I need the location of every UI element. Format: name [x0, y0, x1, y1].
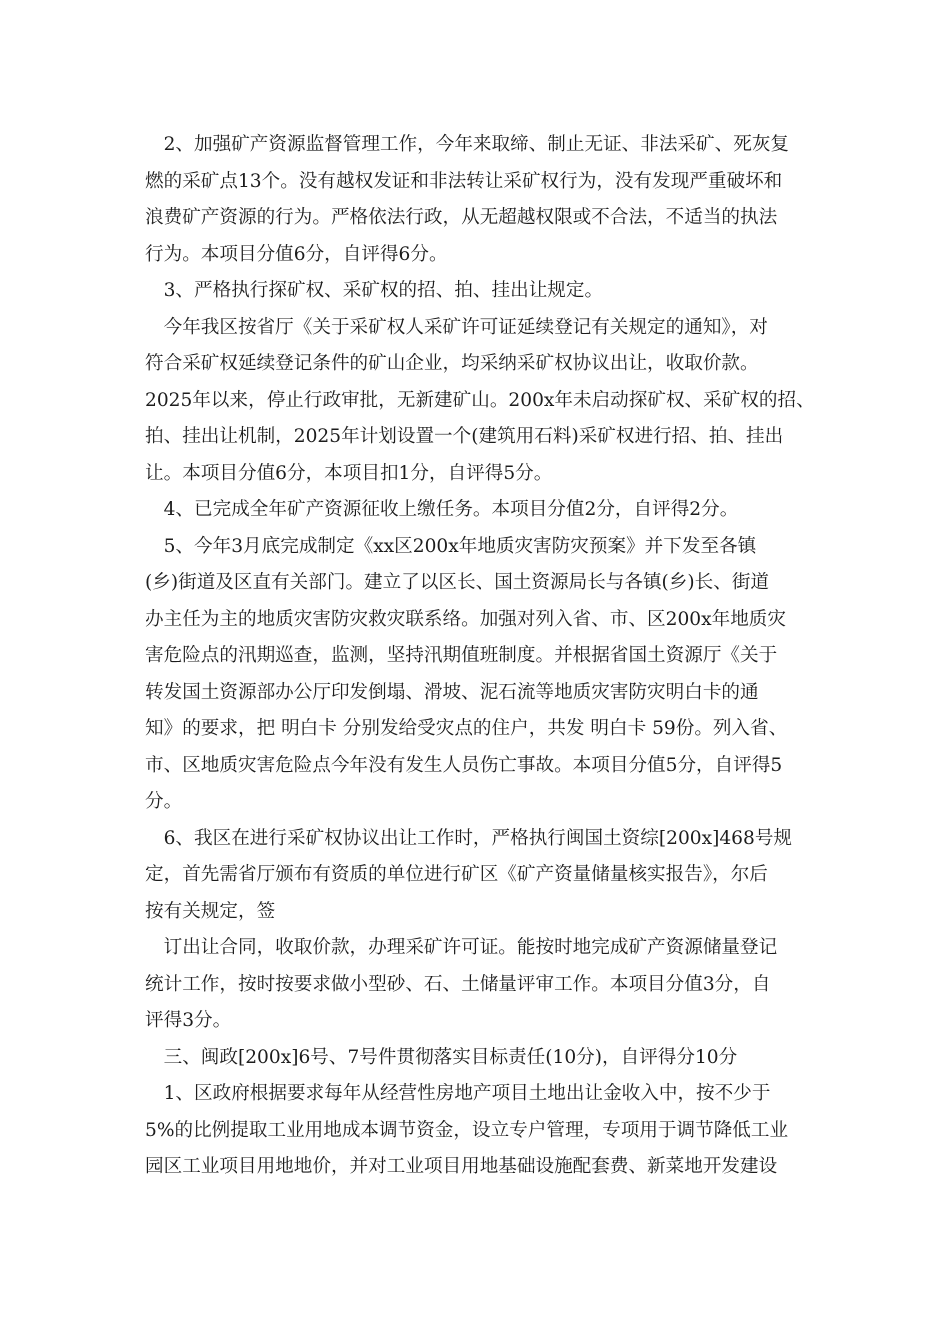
text-line: 5%的比例提取工业用地成本调节资金，设立专户管理，专项用于调节降低工业 [145, 1119, 789, 1141]
text-line: 办主任为主的地质灾害防灾救灾联系络。加强对列入省、市、区200x年地质灾 [145, 608, 786, 630]
text-line: 符合采矿权延续登记条件的矿山企业，均采纳采矿权协议出让，收取价款。 [145, 353, 759, 374]
text-line: 害危险点的汛期巡查，监测，坚持汛期值班制度。并根据省国土资源厅《关于 [145, 645, 778, 666]
text-line: (乡)街道及区直有关部门。建立了以区长、国土资源局长与各镇(乡)长、街道 [145, 572, 770, 593]
text-line: 1、区政府根据要求每年从经营性房地产项目土地出让金收入中，按不少于 [145, 1083, 771, 1104]
text-line: 浪费矿产资源的行为。严格依法行政，从无超越权限或不合法，不适当的执法 [145, 207, 778, 228]
text-line: 行为。本项目分值6分，自评得6分。 [145, 243, 448, 265]
text-line: 拍、挂出让机制，2025年计划设置一个(建筑用石料)采矿权进行招、拍、挂出 [145, 426, 784, 447]
text-line: 市、区地质灾害危险点今年没有发生人员伤亡事故。本项目分值5分，自评得5 [145, 754, 783, 776]
document-body [145, 127, 815, 1186]
text-line: 园区工业项目用地地价，并对工业项目用地基础设施配套费、新菜地开发建设 [145, 1156, 778, 1177]
text-line: 转发国土资源部办公厅印发倒塌、滑坡、泥石流等地质灾害防灾明白卡的通 [145, 681, 759, 703]
text-line: 订出让合同，收取价款，办理采矿许可证。能按时地完成矿产资源储量登记 [145, 937, 778, 958]
text-line: 4、已完成全年矿产资源征收上缴任务。本项目分值2分，自评得2分。 [145, 499, 739, 520]
text-line: 燃的采矿点13个。没有越权发证和非法转让采矿权行为，没有发现严重破坏和 [145, 170, 783, 192]
text-line: 按有关规定，签 [145, 900, 276, 922]
text-line: 分。 [145, 791, 183, 812]
text-line: 2025年以来，停止行政审批，无新建矿山。200x年未启动探矿权、采矿权的招、 [145, 389, 815, 411]
text-line: 三、闽政[200x]6号、7号件贯彻落实目标责任(10分)，自评得分10分 [145, 1046, 738, 1068]
text-line: 2、加强矿产资源监督管理工作，今年来取缔、制止无证、非法采矿、死灰复 [145, 134, 790, 155]
text-line: 今年我区按省厅《关于采矿权人采矿许可证延续登记有关规定的通知》，对 [145, 316, 768, 338]
text-line: 6、我区在进行采矿权协议出让工作时，严格执行闽国土资综[200x]468号规 [145, 827, 793, 849]
text-line: 知》的要求，把 明白卡 分别发给受灾点的住户，共发 明白卡 59份。列入省、 [145, 718, 788, 739]
text-line: 5、今年3月底完成制定《xx区200x年地质灾害防灾预案》并下发至各镇 [145, 535, 757, 557]
text-line: 让。本项目分值6分，本项目扣1分，自评得5分。 [145, 462, 553, 484]
text-line: 统计工作，按时按要求做小型砂、石、土储量评审工作。本项目分值3分，自 [145, 973, 771, 995]
text-line: 定，首先需省厅颁布有资质的单位进行矿区《矿产资量储量核实报告》，尔后 [145, 864, 768, 885]
text-line: 3、严格执行探矿权、采矿权的招、拍、挂出让规定。 [145, 280, 604, 301]
text-line: 评得3分。 [145, 1010, 232, 1031]
